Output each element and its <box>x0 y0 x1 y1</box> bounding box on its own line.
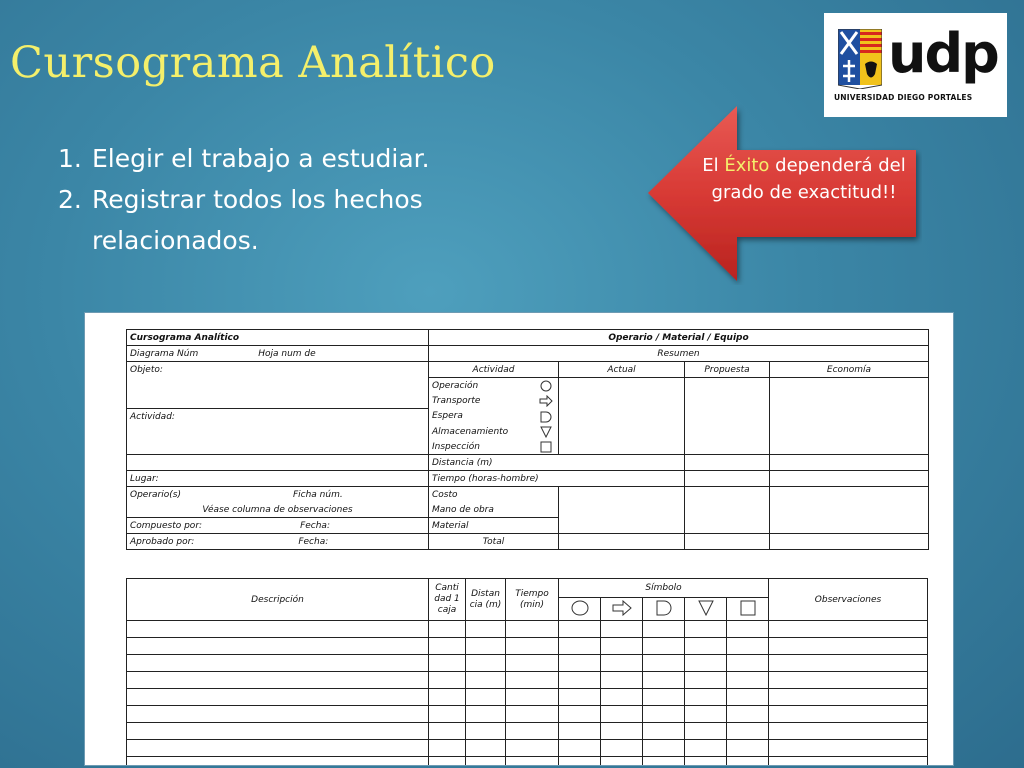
distancia-row: Distancia (m) <box>429 455 685 471</box>
col-simbolo: Símbolo <box>559 579 769 598</box>
table-row <box>127 689 928 706</box>
table-row <box>127 740 928 757</box>
form-header-right: Operario / Material / Equipo <box>429 330 929 346</box>
logo-university: UNIVERSIDAD DIEGO PORTALES <box>834 93 973 102</box>
col-tiempo: Tiempo (min) <box>506 579 559 621</box>
list-item: 2. Registrar todos los hechos relacionados. <box>58 185 423 255</box>
activity-inspeccion: Inspección <box>429 439 559 455</box>
table-row <box>127 655 928 672</box>
col-actual: Actual <box>559 362 685 378</box>
circle-icon <box>540 380 552 392</box>
delay-d-icon <box>540 411 552 423</box>
triangle-down-icon <box>540 426 552 438</box>
arrow-right-icon <box>612 600 632 616</box>
activity-transporte: Transporte <box>429 393 559 409</box>
steps-list <box>58 138 512 261</box>
objeto-field: Objeto: <box>127 362 429 378</box>
triangle-down-icon <box>698 600 714 616</box>
tiempo-row: Tiempo (horas-hombre) <box>429 471 685 487</box>
col-descripcion: Descripción <box>127 579 429 621</box>
material-row: Material <box>429 518 559 534</box>
shield-icon <box>838 29 882 89</box>
callout-text: El Éxito dependerá del grado de exactitud!! <box>702 155 906 203</box>
arrow-right-icon <box>539 395 553 407</box>
col-actividad: Actividad <box>429 362 559 378</box>
activity-almacenamiento: Almacenamiento <box>429 424 559 439</box>
square-icon <box>540 441 552 453</box>
activity-operacion: Operación <box>429 378 559 394</box>
slide-title: Cursograma Analítico <box>10 38 496 88</box>
col-propuesta: Propuesta <box>685 362 770 378</box>
list-item: 1. Elegir el trabajo a estudiar. <box>58 144 430 173</box>
square-icon <box>740 600 756 616</box>
circle-icon <box>571 600 589 616</box>
logo-brand: udp <box>888 22 998 85</box>
col-distancia: Distan cia (m) <box>466 579 506 621</box>
table-row <box>127 757 928 767</box>
compuesto-field: Compuesto por: Fecha: <box>127 518 429 534</box>
col-observaciones: Observaciones <box>769 579 928 621</box>
table-row <box>127 638 928 655</box>
summary-table <box>126 329 929 550</box>
cursograma-form <box>84 312 954 766</box>
lugar-field: Lugar: <box>127 471 429 487</box>
delay-d-icon <box>656 600 672 616</box>
detail-table <box>126 578 928 766</box>
form-header-left: Cursograma Analítico <box>127 330 429 346</box>
udp-logo <box>824 13 1007 117</box>
table-row <box>127 672 928 689</box>
table-row <box>127 706 928 723</box>
activity-espera: Espera <box>429 409 559 425</box>
table-row <box>127 723 928 740</box>
table-row <box>127 621 928 638</box>
total-row: Total <box>429 534 559 550</box>
costo-row: Costo <box>429 487 559 503</box>
operario-field: Operario(s) Ficha núm. <box>127 487 429 503</box>
vease-note: Véase columna de observaciones <box>127 502 429 518</box>
diagrama-field: Diagrama Núm Hoja num de <box>127 346 429 362</box>
resumen-label: Resumen <box>429 346 929 362</box>
col-cantidad: Canti dad 1 caja <box>429 579 466 621</box>
aprobado-field: Aprobado por: Fecha: <box>127 534 429 550</box>
col-economia: Economía <box>770 362 929 378</box>
actividad-field: Actividad: <box>127 409 429 425</box>
mano-obra-row: Mano de obra <box>429 502 559 518</box>
